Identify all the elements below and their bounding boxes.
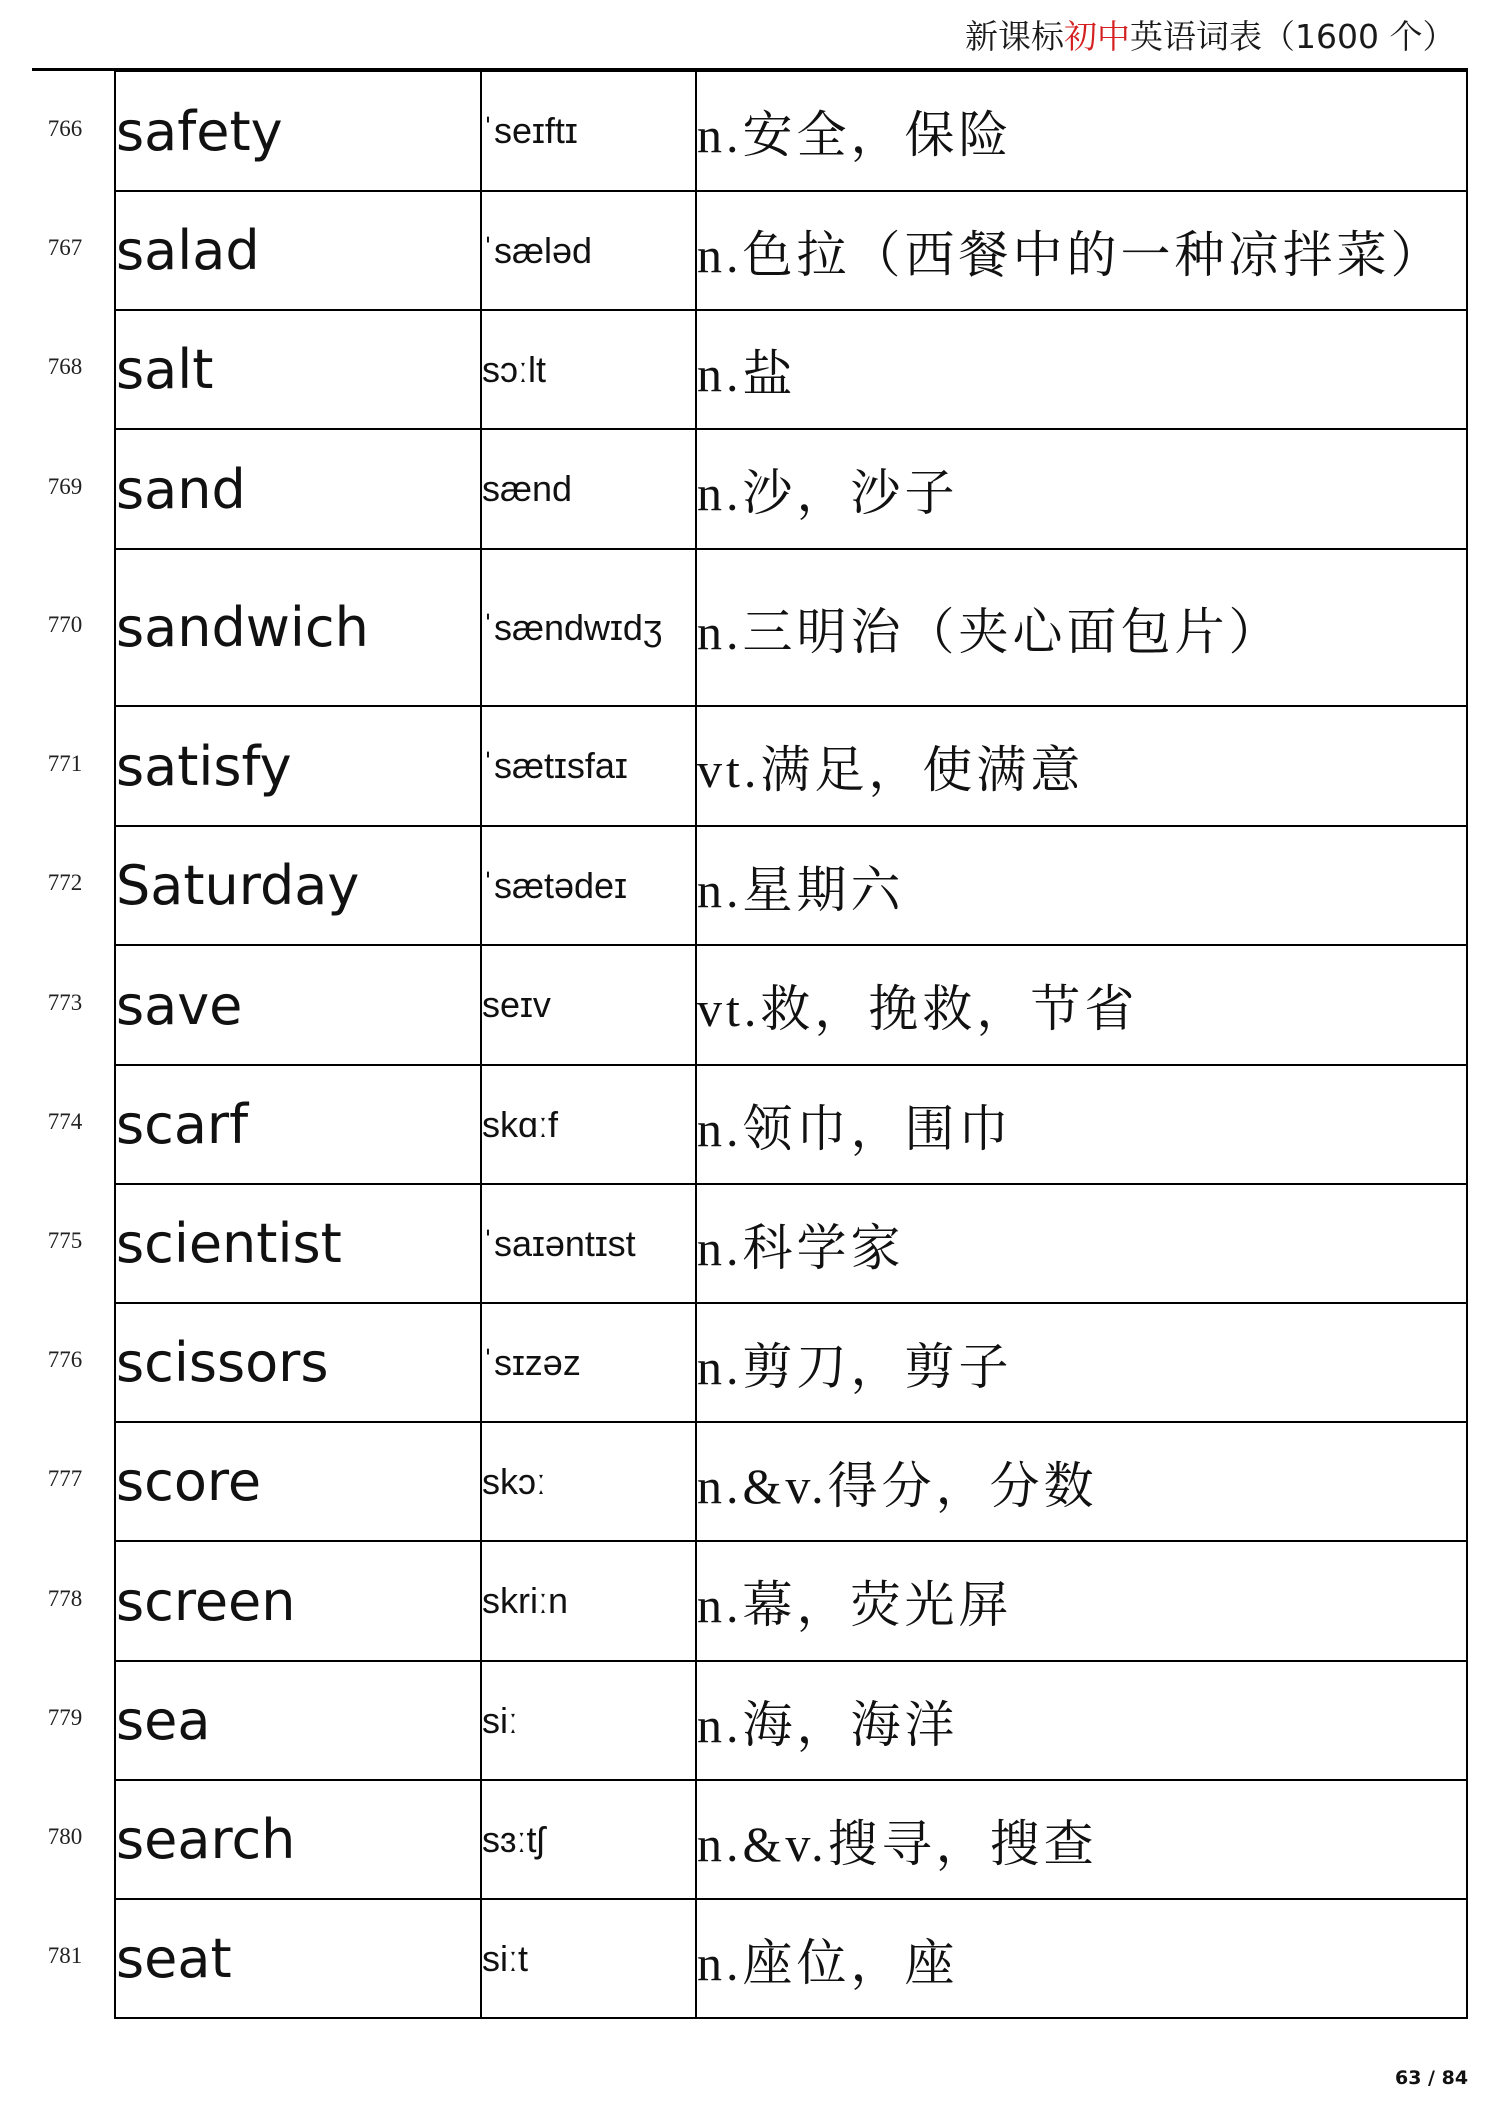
word-cell: scientist	[115, 1184, 481, 1303]
word-cell: screen	[115, 1541, 481, 1661]
phonetic-cell: siː	[481, 1661, 696, 1780]
meaning-cell: n.安全，保险	[696, 71, 1467, 191]
phonetic-cell: siːt	[481, 1899, 696, 2018]
phonetic-cell: ˈsæləd	[481, 191, 696, 310]
row-number: 779	[47, 1705, 83, 1730]
meaning-cell: n.&v.搜寻，搜查	[696, 1780, 1467, 1899]
word-cell: salt	[115, 310, 481, 429]
word-cell: seat	[115, 1899, 481, 2018]
row-number: 768	[47, 354, 83, 379]
table-row	[115, 429, 1467, 549]
phonetic-cell: ˈsɪzəz	[481, 1303, 696, 1422]
meaning-cell: n.沙，沙子	[696, 429, 1467, 549]
phonetic-cell: skɔː	[481, 1422, 696, 1541]
row-number: 773	[47, 990, 83, 1015]
phonetic-cell: sɜːtʃ	[481, 1780, 696, 1899]
word-cell: Saturday	[115, 826, 481, 945]
phonetic-cell: ˈsaɪəntɪst	[481, 1184, 696, 1303]
row-number: 781	[47, 1943, 83, 1968]
meaning-cell: n.科学家	[696, 1184, 1467, 1303]
title-prefix: 新课标	[965, 17, 1064, 56]
meaning-cell: n.幕，荧光屏	[696, 1541, 1467, 1661]
phonetic-cell: ˈseɪftɪ	[481, 71, 696, 191]
page-indicator: 63 / 84	[1395, 2067, 1469, 2089]
table-row	[115, 1661, 1467, 1780]
meaning-cell: n.色拉（西餐中的一种凉拌菜）	[696, 191, 1467, 310]
word-cell: score	[115, 1422, 481, 1541]
phonetic-cell: skriːn	[481, 1541, 696, 1661]
row-number: 776	[47, 1347, 83, 1372]
word-cell: salad	[115, 191, 481, 310]
word-cell: sandwich	[115, 549, 481, 706]
meaning-cell: n.海，海洋	[696, 1661, 1467, 1780]
row-number: 777	[47, 1466, 83, 1491]
row-number: 766	[47, 116, 83, 141]
row-number: 780	[47, 1824, 83, 1849]
meaning-cell: n.剪刀，剪子	[696, 1303, 1467, 1422]
phonetic-cell: seɪv	[481, 945, 696, 1065]
word-cell: search	[115, 1780, 481, 1899]
phonetic-cell: ˈsændwɪdʒ	[481, 549, 696, 706]
table-row	[115, 71, 1467, 191]
row-number: 774	[47, 1109, 83, 1134]
table-row	[115, 191, 1467, 310]
table-row	[115, 1184, 1467, 1303]
meaning-cell: vt.救，挽救，节省	[696, 945, 1467, 1065]
row-number: 771	[47, 751, 83, 776]
title-suffix: 英语词表（1600 个）	[1130, 17, 1456, 56]
table-row	[115, 945, 1467, 1065]
table-row	[115, 310, 1467, 429]
vocabulary-table	[114, 70, 1468, 2019]
word-cell: satisfy	[115, 706, 481, 826]
meaning-cell: n.领巾，围巾	[696, 1065, 1467, 1184]
row-number: 775	[47, 1228, 83, 1253]
row-number: 767	[47, 235, 83, 260]
row-number: 770	[47, 612, 83, 637]
table-row	[115, 1780, 1467, 1899]
table-row	[115, 826, 1467, 945]
title-accent: 初中	[1064, 17, 1130, 56]
table-row	[115, 1303, 1467, 1422]
word-cell: sea	[115, 1661, 481, 1780]
meaning-cell: n.&v.得分，分数	[696, 1422, 1467, 1541]
word-cell: safety	[115, 71, 481, 191]
word-cell: save	[115, 945, 481, 1065]
table-row	[115, 1541, 1467, 1661]
word-cell: sand	[115, 429, 481, 549]
phonetic-cell: ˈsætədeɪ	[481, 826, 696, 945]
table-row	[115, 1422, 1467, 1541]
meaning-cell: n.星期六	[696, 826, 1467, 945]
row-number: 772	[47, 870, 83, 895]
table-row	[115, 706, 1467, 826]
meaning-cell: n.盐	[696, 310, 1467, 429]
table-row	[115, 1899, 1467, 2018]
phonetic-cell: skɑːf	[481, 1065, 696, 1184]
page-title	[965, 14, 1455, 60]
phonetic-cell: sænd	[481, 429, 696, 549]
phonetic-cell: sɔːlt	[481, 310, 696, 429]
row-number: 778	[47, 1586, 83, 1611]
table-row	[115, 1065, 1467, 1184]
meaning-cell: n.三明治（夹心面包片）	[696, 549, 1467, 706]
meaning-cell: n.座位，座	[696, 1899, 1467, 2018]
table-row	[115, 549, 1467, 706]
row-number: 769	[47, 474, 83, 499]
meaning-cell: vt.满足，使满意	[696, 706, 1467, 826]
word-cell: scarf	[115, 1065, 481, 1184]
word-cell: scissors	[115, 1303, 481, 1422]
phonetic-cell: ˈsætɪsfaɪ	[481, 706, 696, 826]
